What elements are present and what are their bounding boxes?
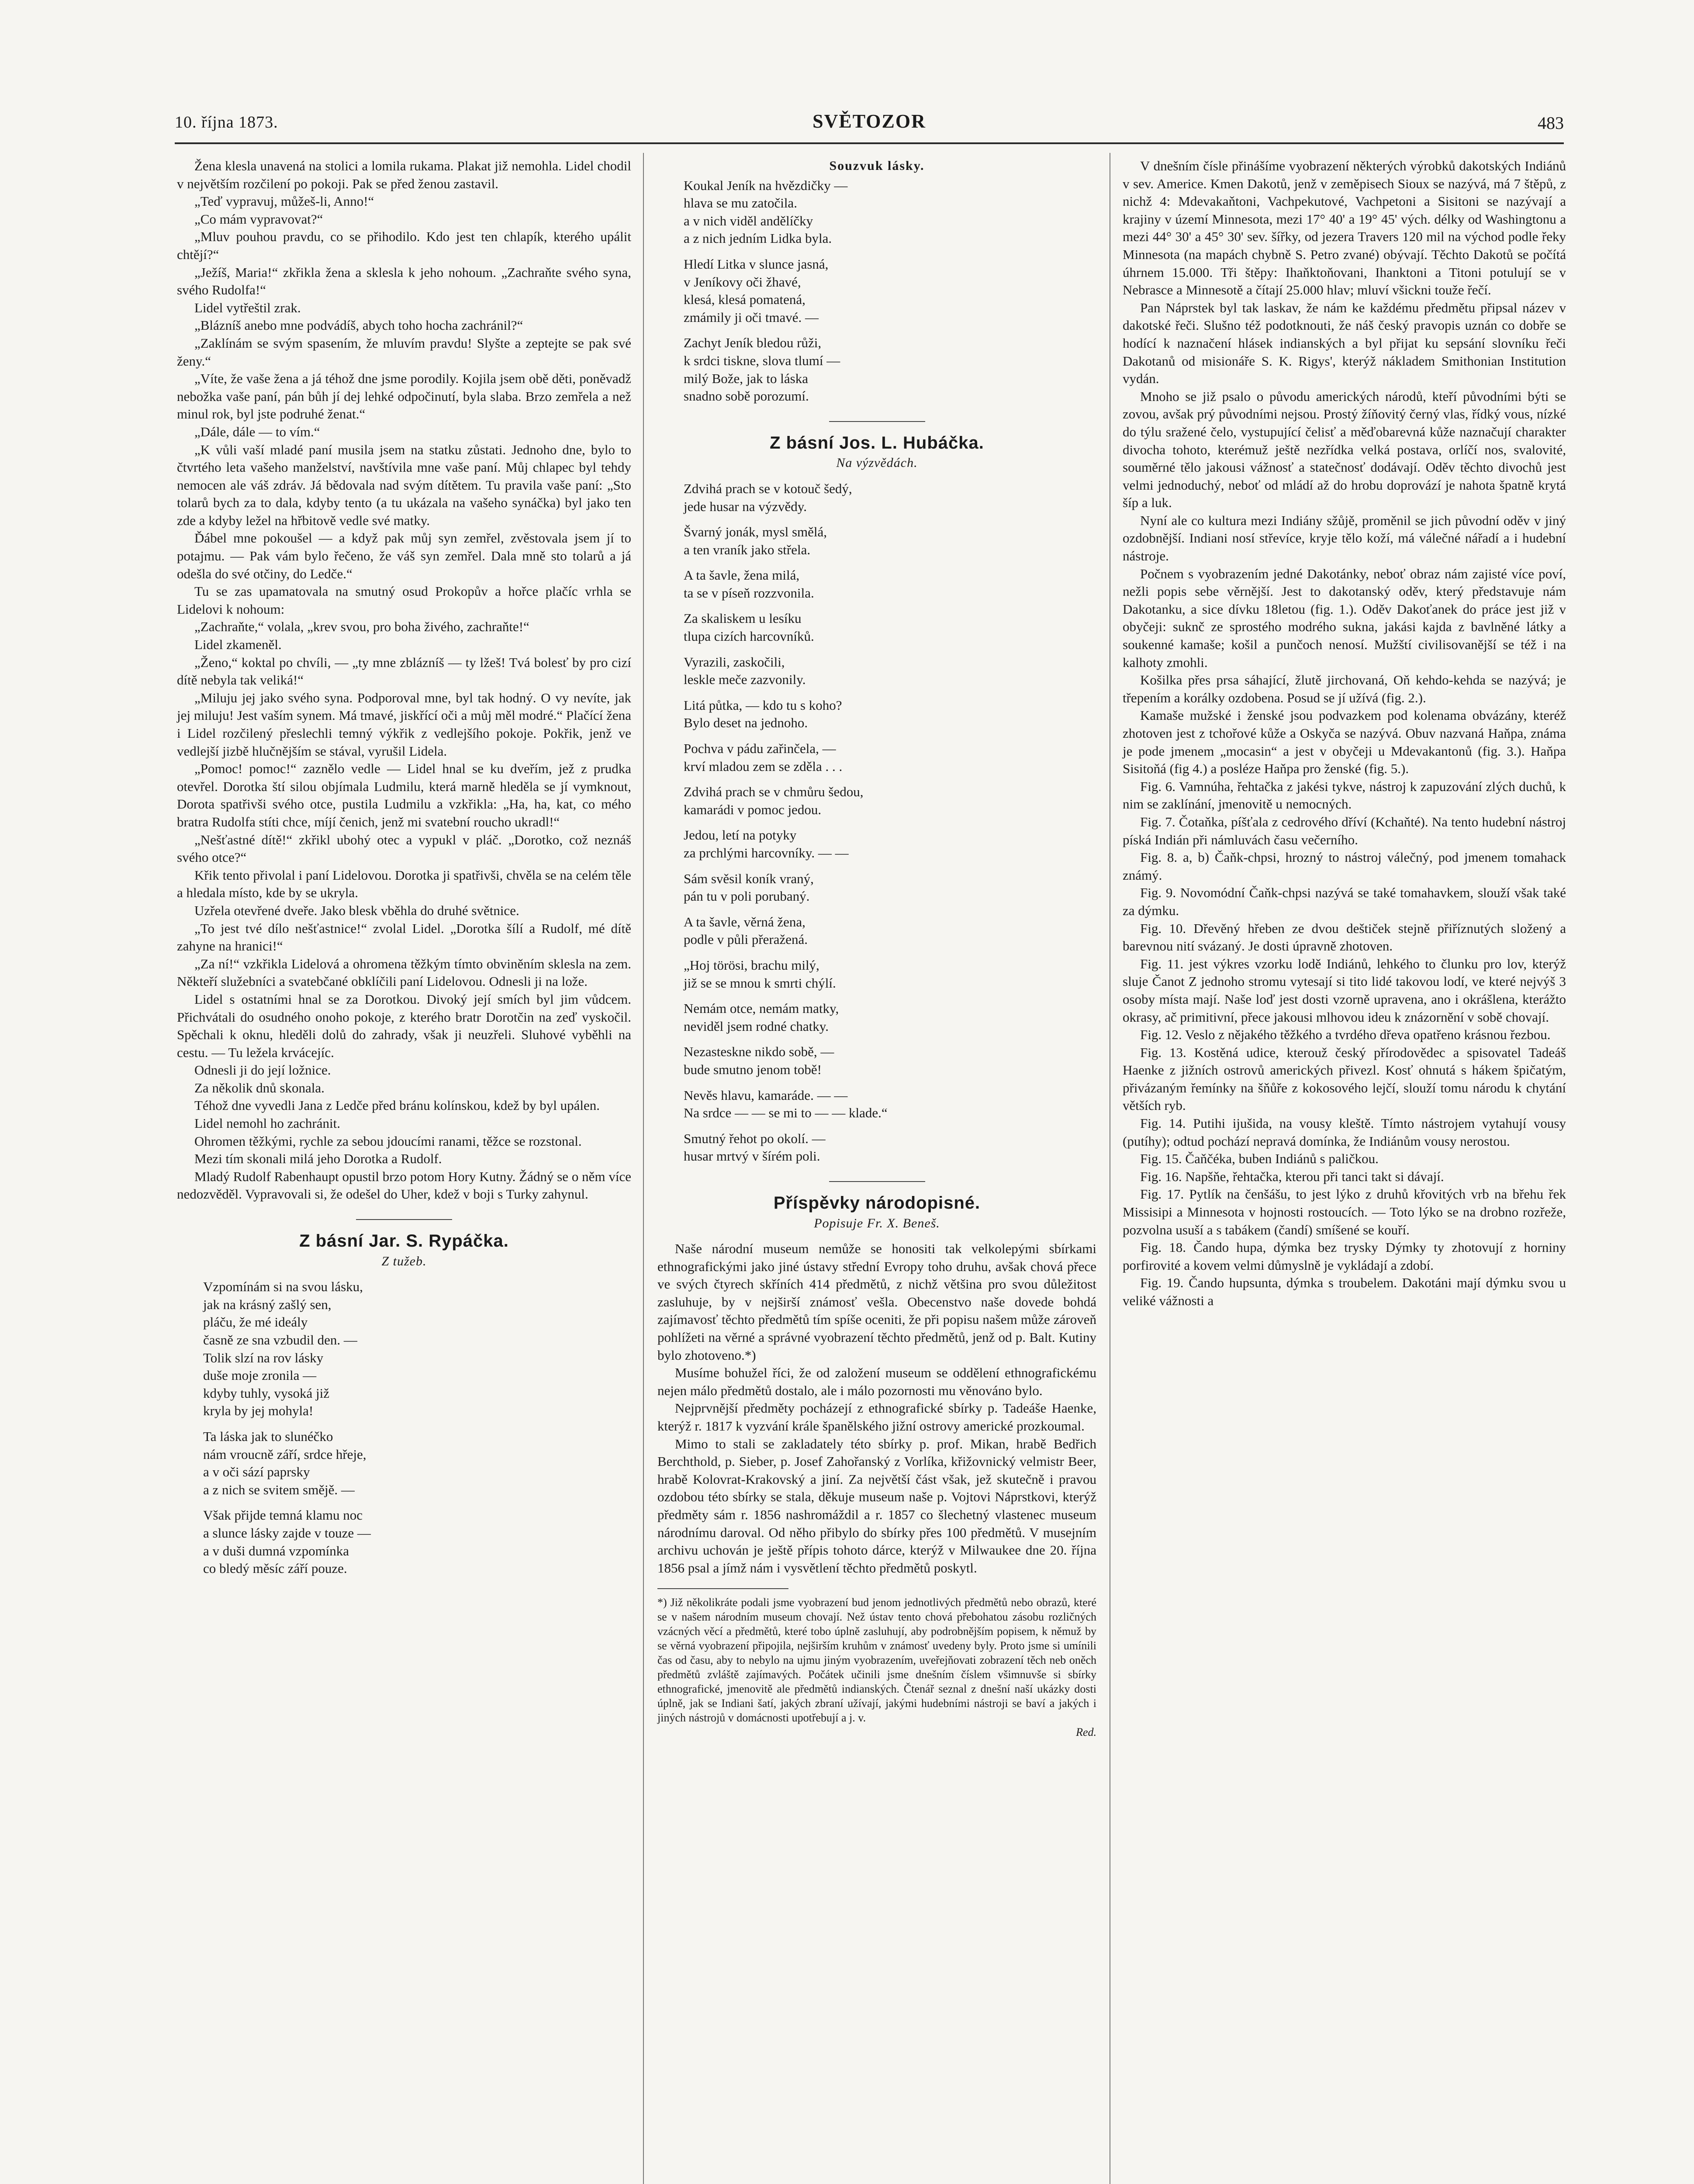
verse-line: Na srdce — — se mi to — — klade.“: [684, 1105, 888, 1121]
verse-line: Zdvihá prach se v chmůru šedou,: [684, 784, 864, 800]
verse-line: krví mladou zem se zděla . . .: [684, 758, 843, 774]
paragraph: „Ježíš, Maria!“ zkřikla žena a sklesla k jeho nohoum. „Zachraňte svého syna, svého Rudolfa!“: [177, 264, 631, 298]
verse-line: pán tu v poli porubaný.: [684, 888, 810, 904]
verse-line: již se se mnou k smrti chýlí.: [684, 975, 836, 991]
verse-line: a z nich se svitem smějě. —: [203, 1482, 355, 1497]
paragraph: Mezi tím skonali milá jeho Dorotka a Rudolf.: [194, 1151, 442, 1167]
verse-line: Nevěs hlavu, kamaráde. — —: [684, 1087, 848, 1103]
paragraph: „Blázníš anebo mne podvádíš, abych toho hocha zachránil?“: [194, 318, 523, 333]
verse-line: Jedou, letí na potyky: [684, 827, 797, 843]
rypacek-section-title: Z básní Jar. S. Rypáčka.: [299, 1231, 509, 1251]
verse-line: a v duši dumná vzpomínka: [203, 1543, 349, 1559]
paragraph: Musíme bohužel říci, že od založení museum se oddělení ethnografickému nejen málo předmětů dostalo, ale i málo pozornosti mu věnováno bylo.: [657, 1365, 1096, 1398]
verse-line: zmámily ji oči tmavé. —: [684, 309, 819, 325]
paragraph: „Miluju jej jako svého syna. Podporoval mne, byl tak hodný. O vy nevíte, jak jej miluju! Jest vaším synem. Má tmavé, jiskřící oči a můj měl modré.“ Plačící žena i Lidel rozčilený přeslechli temný výkřik z vedlejšího pokoje. Pokřik, jenž ve vedlejší jizbě hlučnějším se stával, vyrušil Lidela.: [177, 690, 631, 759]
paragraph: Žena klesla unavená na stolici a lomila rukama. Plakat již nemohla. Lidel chodil v největším rozčilení po pokoji. Pak se před ženou zastavil.: [177, 158, 631, 191]
stanza: [684, 1087, 1096, 1122]
paragraph: Fig. 9. Novomódní Čaňk-chpsi nazývá se také tomahavkem, slouží však také za dýmku.: [1123, 885, 1566, 918]
page-header: [175, 110, 1564, 141]
paragraph: Fig. 8. a, b) Čaňk-chpsi, hrozný to nástroj válečný, pod jmenem tomahack známý.: [1123, 850, 1566, 883]
verse-line: za prchlými harcovníky. — —: [684, 845, 849, 860]
paragraph: „Nešťastné dítě!“ zkřikl ubohý otec a vypukl v pláč. „Dorotko, což neznáš svého otce?“: [177, 832, 631, 865]
verse-line: Hledí Litka v slunce jasná,: [684, 256, 829, 272]
verse-line: milý Bože, jak to láska: [684, 370, 808, 386]
paragraph: Fig. 11. jest výkres vzorku lodě Indiánů, lehkého to člunku pro lov, kterýž sluje Čanot Z jednoho stromu vytesají si tito lidé takovou lodí, ve které nejvýš 3 osoby místa mají. Naše loď jest dosti vzorně upravena, ano i okrášlena, kterážto okrasy, ač primitivní, přece jakousi mlhovou ideu k znázornění v sobě chovají.: [1123, 956, 1566, 1025]
paragraph: Ďábel mne pokoušel — a když pak můj syn zemřel, zvěstovala jsem jí to potajmu. — Pak vám bylo řečeno, že váš syn zemřel. Dala mně sto tolarů a já odešla do své otčiny, do Ledče.“: [177, 530, 631, 581]
paragraph: „Co mám vypravovat?“: [194, 211, 323, 227]
verse-line: husar mrtvý v šírém poli.: [684, 1148, 820, 1164]
verse-line: Ta láska jak to slunéčko: [203, 1428, 333, 1444]
verse-line: co bledý měsíc září pouze.: [203, 1561, 347, 1576]
verse-line: k srdci tiskne, slova tlumí —: [684, 352, 840, 368]
verse-line: A ta šavle, věrná žena,: [684, 914, 806, 930]
paragraph: Uzřela otevřené dveře. Jako blesk vběhla do druhé světnice.: [194, 902, 519, 918]
header-rule: [175, 142, 1564, 144]
verse-line: a v oči sází paprsky: [203, 1464, 310, 1480]
paragraph: Fig. 12. Veslo z nějakého těžkého a tvrdého dřeva opatřeno krásnou řezbou.: [1140, 1027, 1551, 1043]
stanza: [203, 1507, 631, 1577]
verse-line: leskle meče zazvonily.: [684, 672, 806, 688]
paragraph: Nyní ale co kultura mezi Indiány sžůjě, proměnil se jich původní oděv v jiný ozdobnější. Indiani nosí střevíce, kryje tělo koží, má válečné nářadí a i hudební nástroje.: [1123, 512, 1566, 564]
stanza: [684, 334, 1096, 405]
verse-line: kryla by jej mohyla!: [203, 1403, 314, 1419]
paragraph: Lidel s ostatními hnal se za Dorotkou. Divoký její smích byl jim vůdcem. Přichvátali do osudného onoho pokoje, z kterého bratr Dorotčin na zeď vyskočil. Spěchali k oknu, hleděli dolů do zahrady, však ji neuzřeli. Sluhové vyběhli na cestu. — Tu ležela krvácejíc.: [177, 991, 631, 1060]
paragraph: Lidel nemohl ho zachránit.: [194, 1116, 340, 1131]
prispevky-section-title: Příspěvky národopisné.: [773, 1193, 981, 1213]
verse-line: ta se v píseň rozzvonila.: [684, 585, 814, 601]
rypacek-poem: [177, 1278, 631, 1578]
issue-date: 10. října 1873.: [175, 113, 278, 131]
verse-line: Švarný jonák, mysl smělá,: [684, 524, 827, 540]
verse-line: jak na krásný zašlý sen,: [203, 1296, 332, 1312]
verse-line: a ten vraník jako střela.: [684, 542, 811, 557]
paragraph: „K vůli vaší mladé paní musila jsem na statku zůstati. Jednoho dne, bylo to čtvrtého leta vašeho manželství, navštívila mne vaše paní. Můj chlapec byl tehdy nemocen ale váš zdráv. Já bědovala nad svým dítětem. Tu pravila vaše paní: „Sto tolarů bych za to dala, kdyby tento (a tu ukázala na vašeho synáčka) byl jako ten zde a kdyby ležel na hřbitově vedle své matky.: [177, 442, 631, 528]
verse-line: a slunce lásky zajde v touze —: [203, 1525, 371, 1541]
rypacek-poem-title: Z tužeb.: [381, 1254, 427, 1268]
story-text: [177, 157, 631, 1203]
paragraph: „Víte, že vaše žena a já téhož dne jsme porodily. Kojila jsem obě děti, poněvadž nebožka vaše paní, pán bůh jí dej lehké odpočinutí, byla slaba. Brzo zemřela a než minul rok, byl jste podruhé ženat.“: [177, 371, 631, 422]
verse-line: Tolik slzí na rov lásky: [203, 1350, 324, 1365]
paragraph: Tu se zas upamatovala na smutný osud Prokopův a hořce plačíc vrhla se Lidelovi k nohoum:: [177, 584, 631, 617]
verse-line: a v nich viděl andělíčky: [684, 213, 813, 228]
stanza: [203, 1428, 631, 1499]
hubacka-section-title: Z básní Jos. L. Hubáčka.: [770, 433, 984, 453]
verse-line: Koukal Jeník na hvězdičky —: [684, 177, 848, 193]
paragraph: Fig. 16. Napšňe, řehtačka, kterou při tanci takt si dávají.: [1140, 1168, 1444, 1184]
verse-line: Zachyt Jeník bledou růži,: [684, 335, 822, 351]
verse-line: Bylo deset na jednoho.: [684, 715, 808, 731]
paragraph: Ohromen těžkými, rychle za sebou jdoucími ranami, těžce se rozstonal.: [194, 1133, 582, 1149]
hubacka-poem: [657, 480, 1096, 1165]
verse-line: Vyrazili, zaskočili,: [684, 654, 785, 670]
souzvuk-poem: [657, 177, 1096, 405]
paragraph: „Ženo,“ koktal po chvíli, — „ty mne zblázníš — ty lžeš! Tvá bolesť by pro cizí dítě nebyla tak veliká!“: [177, 654, 631, 688]
paragraph: Fig. 6. Vamnúha, řehtačka z jakési tykve, nástroj k zapuzování zlých duchů, k nim se zaklínání, jmenovitě u nemocných.: [1123, 778, 1566, 812]
footnote-rule: [657, 1588, 788, 1589]
stanza: [684, 480, 1096, 515]
footnote-signature: Red.: [1076, 1726, 1096, 1739]
paragraph: „Dále, dále — to vím.“: [194, 424, 320, 439]
paragraph: „Mluv pouhou pravdu, co se přihodilo. Kdo jest ten chlapík, kterého upálit chtějí?“: [177, 229, 631, 262]
stanza: [684, 177, 1096, 248]
stanza: [684, 826, 1096, 862]
verse-line: Sám svěsil koník vraný,: [684, 871, 814, 886]
verse-line: časně ze sna vzbudil den. —: [203, 1332, 357, 1348]
verse-line: podle v půli přeražená.: [684, 932, 808, 947]
paragraph: „Teď vypravuj, můžeš-li, Anno!“: [194, 194, 374, 209]
stanza: [684, 957, 1096, 992]
stanza: [684, 523, 1096, 559]
souzvuk-poem-title: Souzvuk lásky.: [829, 159, 925, 173]
column-divider-1: [643, 153, 644, 2184]
verse-line: klesá, klesá pomatená,: [684, 292, 806, 308]
section-rule: [829, 421, 925, 422]
verse-line: snadno sobě porozumí.: [684, 388, 809, 404]
verse-line: Za skaliskem u lesíku: [684, 611, 802, 626]
paragraph: Mimo to stali se zakladately této sbírky p. prof. Mikan, hrabě Bedřich Berchthold, p. Sieber, p. Josef Zahořanský z Vorlíka, křižovnický velmistr Beer, hrabě Kolovrat-Krakovský a jiní. Za největší část však, jež skutečně i pravou ozdobou této sbírky se stala, děkuje museum naše p. Vojtovi Náprstkovi, kterýž předměty sám r. 1856 nashromáždil a r. 1857 co šlechetný vlastenec museum národnímu daroval. Od něho přibylo do sbírky přes 100 předmětů. V musejním archivu uchován je ještě přípis tohoto dárce, kterýž v Milwaukee dne 20. října 1856 psal a jímž nám i vysvětlení těchto předmětů poskytl.: [657, 1436, 1096, 1576]
paragraph: Křik tento přivolal i paní Lidelovou. Dorotka ji spatřivši, chvěla se na celém těle a hledala místo, kde by se ukryla.: [177, 867, 631, 901]
paragraph: „Za ní!“ vzkřikla Lidelová a ohromena těžkým tímto obviněním sklesla na zem. Někteří služebníci a svatebčané obklíčili paní Lidelovou. Odnesli ji na lože.: [177, 956, 631, 989]
paragraph: Košilka přes prsa sáhající, žlutě jirchovaná, Oň kehdo-kehda se nazývá; je třepením a korálky ozdobena. Posud se jí užívá (fig. 2.).: [1123, 672, 1566, 705]
paragraph: Lidel zkameněl.: [194, 637, 282, 653]
verse-line: A ta šavle, žena milá,: [684, 567, 800, 583]
section-rule: [356, 1219, 452, 1220]
paragraph: Lidel vytřeštil zrak.: [194, 300, 301, 315]
verse-line: Litá půtka, — kdo tu s koho?: [684, 697, 842, 713]
verse-line: „Hoj törösi, brachu milý,: [684, 957, 819, 973]
paragraph: Pan Náprstek byl tak laskav, že nám ke každému předmětu připsal název v dakotské řeči. Slušno též podotknouti, že náš český pravopis uznán co dobře se hodící k naznačení hlásek indianských a byl přijat ku sepsání slovníku řeči Dakotanů od misionáře S. K. Rigys', kterýž nákladem Smithonian Institution vydán.: [1123, 300, 1566, 387]
prispevky-text: [657, 1240, 1096, 1577]
column-3: [1123, 157, 1566, 1310]
stanza: [684, 913, 1096, 949]
stanza: [684, 653, 1096, 689]
verse-line: Smutný řehot po okolí. —: [684, 1130, 826, 1146]
verse-line: Pochva v pádu zařinčela, —: [684, 741, 836, 757]
prispevky-author: Popisuje Fr. X. Beneš.: [814, 1216, 940, 1230]
verse-line: duše moje zronila —: [203, 1368, 317, 1383]
stanza: [203, 1278, 631, 1420]
verse-line: bude smutno jenom tobě!: [684, 1061, 822, 1077]
verse-line: pláču, že mé ideály: [203, 1314, 308, 1330]
verse-line: a z nich jedním Lidka byla.: [684, 231, 832, 246]
verse-line: jede husar na výzvědy.: [684, 498, 807, 514]
paragraph: Fig. 10. Dřevěný hřeben ze dvou deštiček stejně přiříznutých složený a barevnou nití svázaný. Je dosti úpravně zhotoven.: [1123, 920, 1566, 954]
paragraph: „To jest tvé dílo nešťastnice!“ zvolal Lidel. „Dorotka šílí a Rudolf, mé dítě zahyne na hranici!“: [177, 920, 631, 954]
verse-line: Nemám otce, nemám matky,: [684, 1001, 839, 1016]
ethnography-text: [1123, 157, 1566, 1310]
verse-line: kamarádi v pomoc jedou.: [684, 802, 822, 817]
paragraph: Mladý Rudolf Rabenhaupt opustil brzo potom Hory Kutny. Žádný se o něm více nedozvěděl. Vypravovali si, že odešel do Uher, kdež v boji s Turky zahynul.: [177, 1168, 631, 1202]
paragraph: Fig. 19. Čando hupsunta, dýmka s troubelem. Dakotáni mají dýmku svou u veliké vážnosti a: [1123, 1275, 1566, 1308]
paragraph: V dnešním čísle přinášíme vyobrazení některých výrobků dakotských Indiánů v sev. Americe. Kmen Dakotů, jenž v zeměpisech Sioux se nazývá, má 7 štěpů, z nichž 4: Mdevakaňtoni, Vachpekutové, Vachpetoni a Sisitoni se nazývají a krajiny v území Minnesota, mezi 17° 40' a 19° 45' vých. délky od Washingtonu a mezi 44° 30' a 45° 30' sev. šířky, od jezera Travers 120 mil na východ podle řeky Minnesota (na mapách chybně S. Petro zvané) obývají. Těchto Dakotů se počítá úhrnem 15.000. Tři štěpy: Ihaňktoňovani, Ihanktoni a Titoni potulují se v Nebrasce a Minnesotě a čítají 25.000 hlav; mluví všickni touže řečí.: [1123, 158, 1566, 298]
paragraph: Odnesli ji do její ložnice.: [194, 1062, 331, 1078]
stanza: [684, 256, 1096, 326]
paragraph: Fig. 7. Čotaňka, píšťala z cedrového dříví (Kchaňté). Na tento hudební nástroj píská Indián při námluvách času večerního.: [1123, 814, 1566, 847]
paragraph: „Zachraňte,“ volala, „krev svou, pro boha živého, zachraňte!“: [194, 619, 529, 635]
verse-line: Však přijde temná klamu noc: [203, 1507, 363, 1523]
paragraph: Fig. 15. Čaňčéka, buben Indiánů s paličkou.: [1140, 1151, 1379, 1167]
column-1: [177, 157, 631, 1586]
hubacka-poem-title: Na výzvědách.: [836, 456, 918, 470]
verse-line: neviděl jsem rodné chatky.: [684, 1018, 829, 1034]
verse-line: Nezasteskne nikdo sobě, —: [684, 1044, 834, 1060]
paragraph: Fig. 14. Putihi ijušida, na vousy kleště. Tímto nástrojem vytahují vousy (putíhy); odtud pochází nepravá domínka, že Indiánům vousy nerostou.: [1123, 1116, 1566, 1149]
paragraph: Fig. 13. Kostěná udice, kterouž český přírodovědec a spisovatel Tadeáš Haenke z jižních ostrovů amerických přivezl. Kosť ohnutá s hákem špičatým, přivázaným řemínky na šňůře z kokosového lejčí, slouží tomu národu k chytání větších ryb.: [1123, 1044, 1566, 1113]
stanza: [684, 1130, 1096, 1165]
footnote: [657, 1595, 1096, 1739]
paragraph: „Pomoc! pomoc!“ zaznělo vedle — Lidel hnal se ku dveřím, jež z prudka otevřel. Dorotka ští silou objímala Ludmilu, která marně hleděla se jí vymknout, Dorota spatřivši svého otce, pustila Ludmilu a vzkřikla: „Ha, ha, kat, co mého bratra Rudolfa stíti chce, míjí čenich, jenž mi svatební roucho ukradl!“: [177, 761, 631, 829]
verse-line: Zdvihá prach se v kotouč šedý,: [684, 480, 852, 496]
paragraph: „Zaklínám se svým spasením, že mluvím pravdu! Slyšte a zeptejte se pak své ženy.“: [177, 335, 631, 369]
section-rule: [829, 1181, 925, 1182]
stanza: [684, 783, 1096, 819]
paragraph: Nejprvnější předměty pocházejí z ethnografické sbírky p. Tadeáše Haenke, kterýž r. 1817 k vyzvání krále španělského jižní ostrovy americké prozkoumal.: [657, 1400, 1096, 1434]
page-number: 483: [1538, 113, 1564, 133]
stanza: [684, 1000, 1096, 1035]
paragraph: Téhož dne vyvedli Jana z Ledče před bránu kolínskou, kdež by byl upálen.: [194, 1098, 600, 1113]
stanza: [684, 610, 1096, 645]
paragraph: Naše národní museum nemůže se honositi tak velkolepými sbírkami ethnografickými jako jiné ústavy střední Evropy toho druhu, avšak chová přece ve svých čtyrech skříních 414 předmětů, z nichž většina pro svou důležitost zasluhuje, by v nejširší známosť vešla. Obecenstvo naše dovede bohdá zajímavosť těchto předmětů tím spíše oceniti, že při popisu našem může zároveň pohlížeti na věrné a správné vyobrazení těchto předmětů, jenž od p. Balt. Kutiny bylo zhotoveno.*): [657, 1241, 1096, 1363]
verse-line: hlava se mu zatočila.: [684, 195, 797, 211]
verse-line: kdyby tuhly, vysoká již: [203, 1385, 330, 1401]
verse-line: v Jeníkovy oči žhavé,: [684, 274, 801, 290]
stanza: [684, 567, 1096, 602]
footnote-text: *) Již několikráte podali jsme vyobrazení bud jenom jednotlivých předmětů nebo obrazů, které se v našem národním museum chovají. Než ústav tento chová přebohatou zásobu rozličných vzácných věcí a předmětů, které tobo úplně zasluhují, aby podrobnějším popisem, k němuž by se věrná vyobrazení připojila, nejširším kruhům v známosť uvedeny byly. Proto jsme si umínili čas od času, aby to nebylo na ujmu jiným vyobrazením, uveřejňovati zobrazení těch neb oněch předmětů zvláště zajímavých. Počátek učinili jsme dnešním číslem všimnuvše si sbírky ethnografické, jmenovitě ale předmětů indianských. Čtenář seznal z dnešní naší ukázky dosti úplně, jak se Indiani šatí, jakých zbraní užívají, jakými hudebními nástroji se baví a jakých i jiných nástrojů v domácnosti upotřebují a j. v.: [657, 1596, 1096, 1724]
verse-line: nám vroucně září, srdce hřeje,: [203, 1446, 366, 1462]
paragraph: Fig. 18. Čando hupa, dýmka bez trysky Dýmky ty zhotovují z horniny porfirovité a kovem velmi důmyslně je vykládají a zdobí.: [1123, 1240, 1566, 1273]
stanza: [684, 870, 1096, 905]
masthead-title: SVĚTOZOR: [812, 111, 926, 132]
stanza: [684, 740, 1096, 775]
verse-line: tlupa cizích harcovníků.: [684, 629, 814, 644]
paragraph: Fig. 17. Pytlík na čenšášu, to jest lýko z druhů křovitých vrb na břehu řek Missisipi a Minnesota v hojnosti rostoucích. — Toto lýko se na drobno rozřeže, pozvolna usuší a s tabákem (čandí) smíšené se kouří.: [1123, 1186, 1566, 1237]
paragraph: Za několik dnů skonala.: [194, 1080, 325, 1095]
stanza: [684, 1043, 1096, 1078]
stanza: [684, 697, 1096, 732]
paragraph: Mnoho se již psalo o původu amerických národů, kteří původními býti se zovou, avšak prý původními nejsou. Prostý žíňovitý černý vlas, řídký vous, nízké do týlu sražené čelo, vystupující čelisť a měďobarevná kůže naznačují charakter divocha tohoto, kterémuž ještě nezřídka velká postava, orlíčí nos, svalovité, souměrné tělo jakousi vážnosť a statečnosť dodávají. Oděv těchto divochů jest velmi jednoduchý, neboť od mládí až do hrobu doprovází je nahota špatně krytá šíp a luk.: [1123, 388, 1566, 511]
paragraph: Kamaše mužské i ženské jsou podvazkem pod kolenama obvázány, kteréž zhotoven jest z tchořové kůže a Oskyča se nazývá. Obuv nazvaná Haňpa, známa je pode jmenem „mocasin“ a jest v obyčeji u Mdevakantonů (fig. 3.). Haňpa Sisitoňá (fig 4.) a posléze Haňpa pro ženské (fig. 5.).: [1123, 708, 1566, 777]
column-2: [657, 157, 1096, 1739]
verse-line: Vzpomínám si na svou lásku,: [203, 1279, 363, 1295]
paragraph: Počnem s vyobrazením jedné Dakotánky, neboť obraz nám zajisté více poví, nežli popis sebe věrnější. Jest to dakotanský oděv, který představuje nám Dakotanku, a sice dívku 18letou (fig. 1.). Oděv Dakoťanek do práce jest již v obyčeji: suknč ze sprostého modrého sukna, jakási kajda z bavlněné látky a soukenné kamaše; košil a punčoch nenosí. Mužští civilisovanější se též i na kalhoty zmohli.: [1123, 566, 1566, 670]
